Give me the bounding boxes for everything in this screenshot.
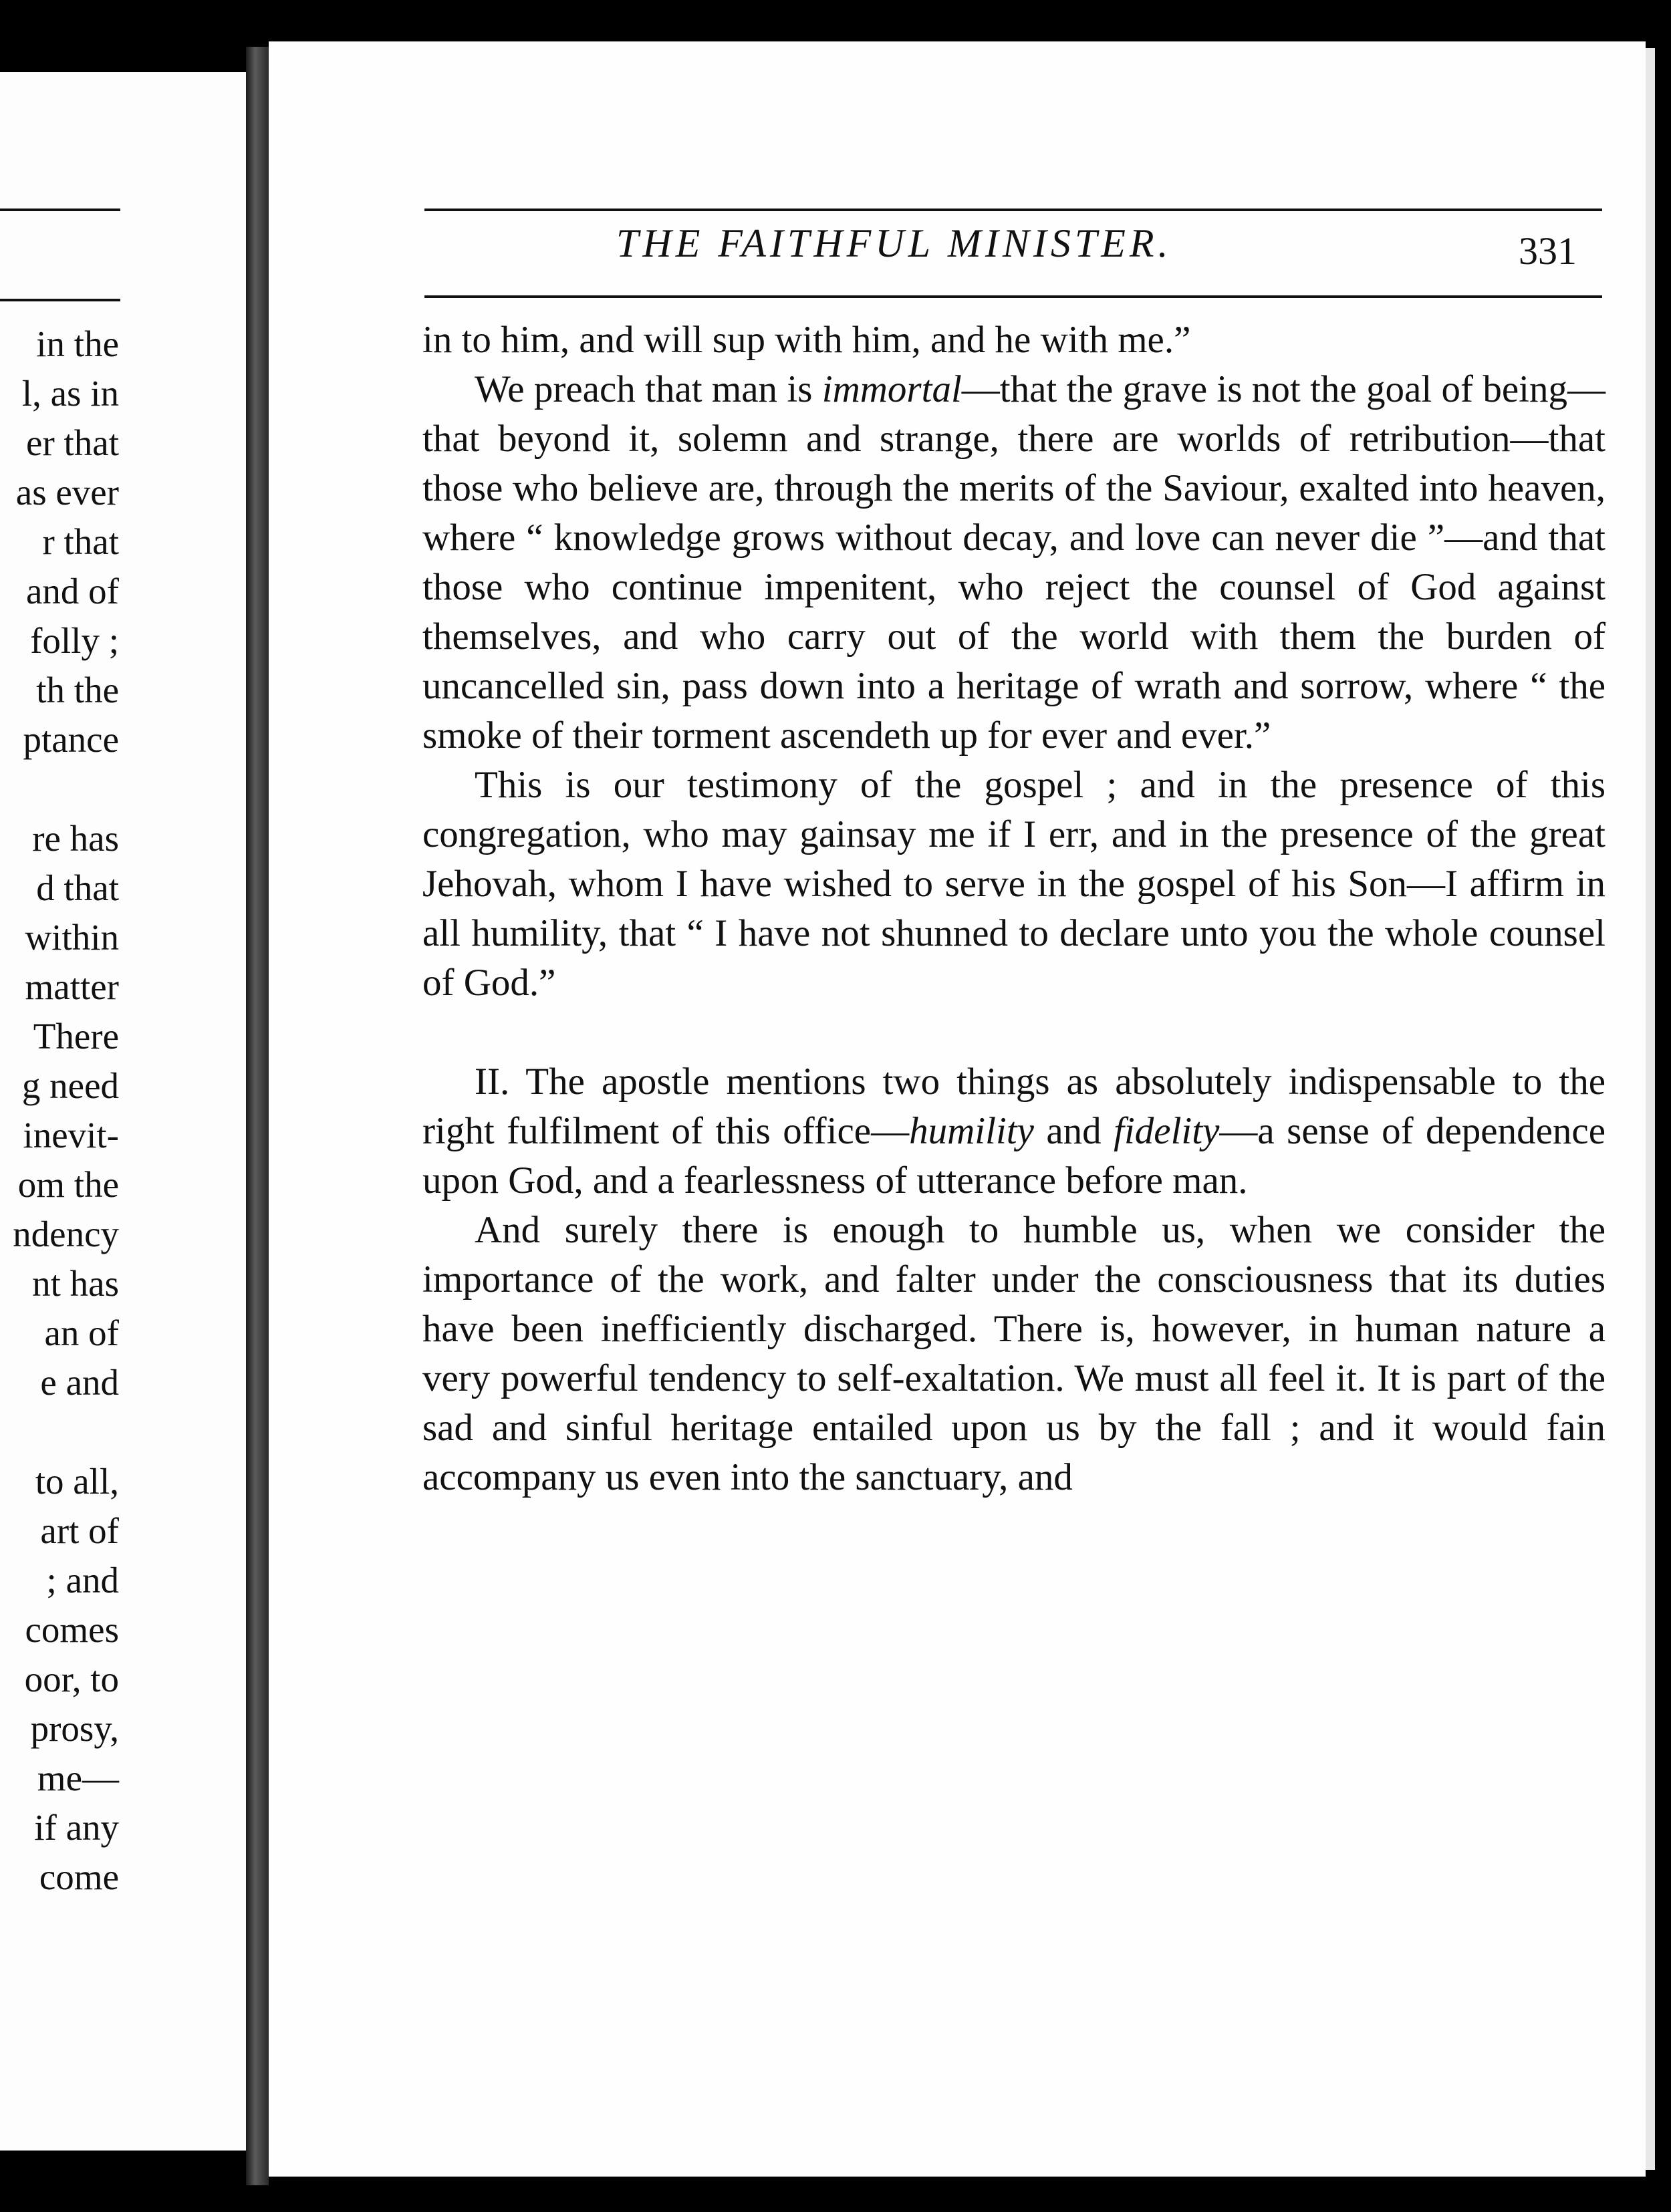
facing-page-line: nt has	[32, 1263, 119, 1304]
facing-page-line: r that	[42, 521, 119, 562]
facing-page-line: There	[33, 1016, 119, 1057]
facing-page-line: re has	[32, 818, 119, 859]
facing-page-line: in the	[36, 323, 119, 364]
facing-page-line: g need	[21, 1065, 119, 1106]
facing-page-line: om the	[17, 1164, 119, 1205]
paragraph-4-text-a: II. The apostle mentions two things as absolutely indispensable to the right fulfilment of this office—	[422, 1061, 1605, 1152]
facing-page-text	[13, 319, 119, 1902]
book-page	[269, 41, 1646, 2177]
facing-page-line: folly ;	[30, 620, 119, 661]
facing-page-line	[13, 765, 119, 814]
facing-page-line: art of	[40, 1510, 119, 1551]
facing-page-line: prosy,	[30, 1708, 119, 1749]
header-rule-top	[424, 209, 1602, 211]
facing-page-line: er that	[26, 422, 119, 463]
facing-page-line: inevit-	[23, 1115, 119, 1155]
book-spine	[246, 47, 269, 2185]
facing-page-line: e and	[40, 1362, 119, 1403]
header-rule-bottom	[424, 295, 1602, 298]
facing-page-line: matter	[25, 966, 119, 1007]
facing-page-line: come	[39, 1856, 119, 1897]
page-number: 331	[1519, 229, 1577, 273]
facing-page-line: d that	[36, 867, 119, 908]
facing-page-line: if any	[34, 1807, 119, 1848]
paragraph-3: This is our testimony of the gospel ; and in the presence of this congregation, who may gainsay me if I err, and in the presence of the great Jehovah, whom I have wished to serve in the gospel of his Son—I affirm in all humility, that “ I have not shunned to declare unto you the whole counsel of God.”	[422, 764, 1605, 1004]
running-title: THE FAITHFUL MINISTER.	[616, 221, 1172, 265]
emphasis-fidelity: fidelity	[1114, 1110, 1220, 1152]
facing-page-line: oor, to	[24, 1659, 119, 1699]
facing-page-rule-top	[0, 209, 120, 211]
page-body	[422, 315, 1605, 1502]
page-edge	[1646, 48, 1655, 2170]
facing-page-line: me—	[37, 1758, 119, 1798]
emphasis-immortal: immortal	[821, 368, 962, 410]
facing-page-line: ptance	[23, 719, 119, 760]
facing-page-line: l, as in	[21, 373, 119, 414]
facing-page-line: to all,	[35, 1461, 119, 1502]
paragraph-4-text-b: —a sense of dependence upon God, and a fearlessness of utterance before man.	[422, 1110, 1605, 1202]
facing-page-line: ndency	[13, 1214, 119, 1254]
facing-page-line: comes	[25, 1609, 119, 1650]
facing-page-line	[13, 1407, 119, 1457]
facing-page-line: th the	[36, 670, 119, 710]
facing-page-line: an of	[44, 1312, 119, 1353]
paragraph-4-and: and	[1033, 1110, 1114, 1152]
paragraph-2-text-a: We preach that man is	[475, 368, 822, 410]
facing-page-line: as ever	[15, 472, 119, 513]
facing-page-line: within	[25, 917, 119, 958]
paragraph-1: in to him, and will sup with him, and he with me.”	[422, 319, 1191, 361]
paragraph-2	[422, 365, 1605, 761]
paragraph-5: And surely there is enough to humble us, when we consider the importance of the work, and falter under the consciousness that its duties have been inefficiently discharged. There is, however, in human nature a very powerful tendency to self-exaltation. We must all feel it. It is part of the sad and sinful heritage entailed upon us by the fall ; and it would fain accompany us even into the sanctuary, and	[422, 1209, 1605, 1498]
facing-page	[0, 72, 253, 2151]
paragraph-2-text-b: —that the grave is not the goal of being—that beyond it, solemn and strange, there are worlds of retribution—that those who believe are, through the merits of the Saviour, exalted into heaven, where “ knowledge grows without decay, and love can never die ”—and that those who continue impenitent, who reject the counsel of God against themselves, and who carry out of the world with them the burden of uncancelled sin, pass down into a heritage of wrath and sorrow, where “ the smoke of their torment ascendeth up for ever and ever.”	[422, 368, 1605, 756]
emphasis-humility: humility	[909, 1110, 1034, 1152]
facing-page-line: and of	[26, 571, 119, 611]
facing-page-line: ; and	[46, 1560, 119, 1601]
facing-page-rule-bottom	[0, 299, 120, 301]
paragraph-4	[422, 1057, 1605, 1206]
